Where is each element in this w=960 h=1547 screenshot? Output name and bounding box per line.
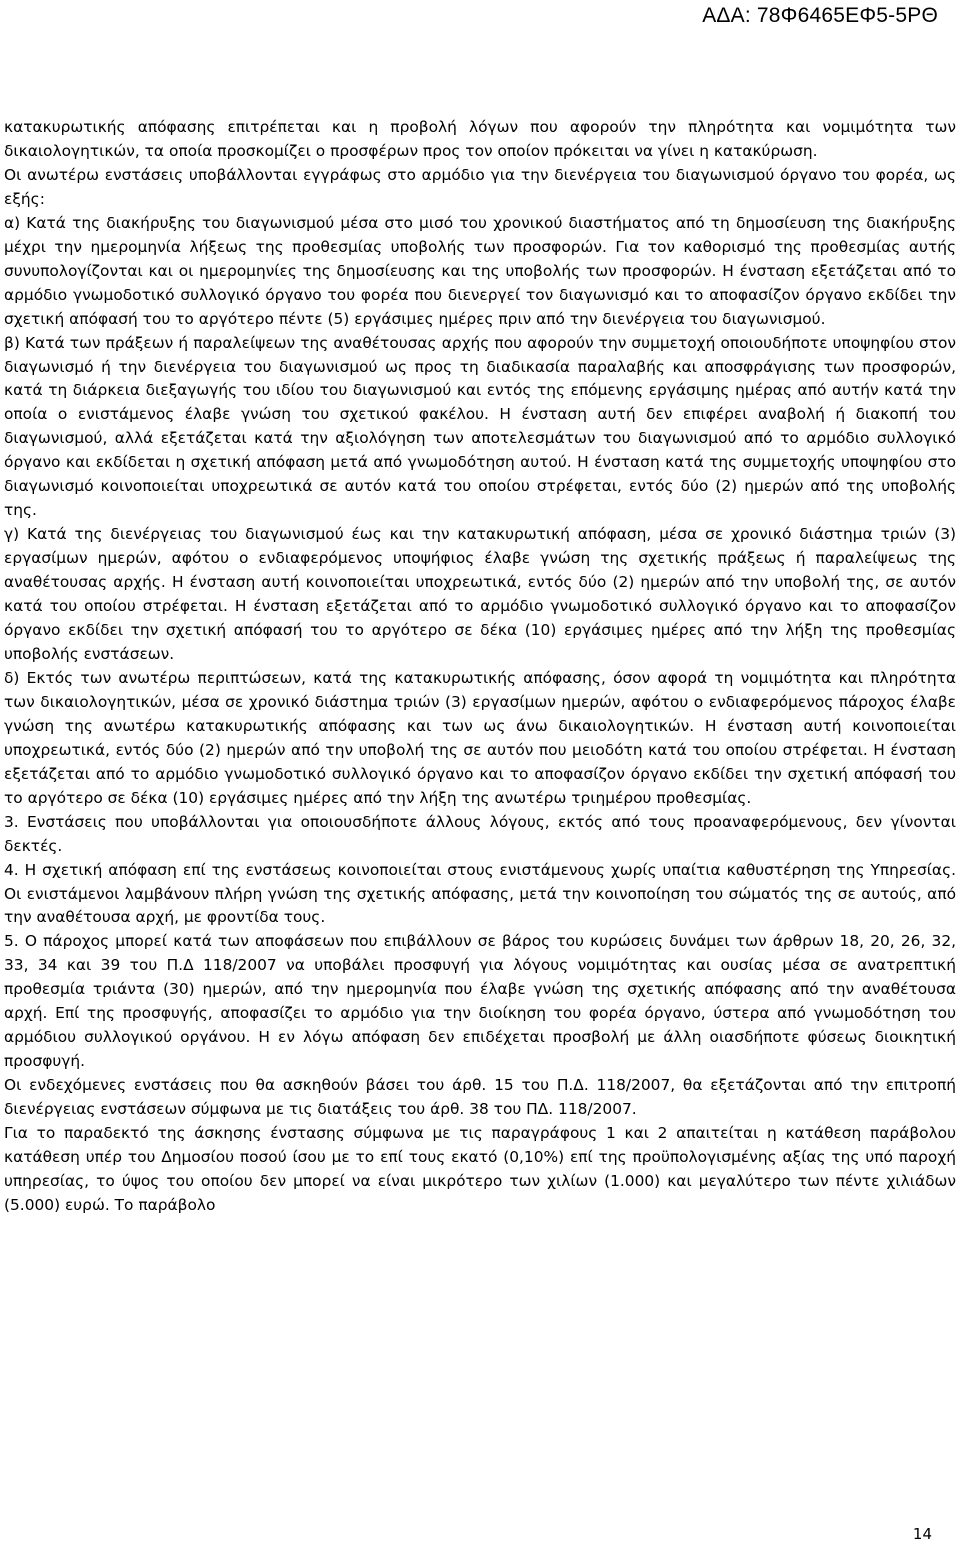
paragraph: γ) Κατά της διενέργειας του διαγωνισμού έως και την κατακυρωτική απόφαση, μέσα σε χρονικό διάστημα τριών (3) εργασίμων ημερών, αφότου ο ενδιαφερόμενος υποψήφιος έλαβε γνώση της σχετικής πράξεως ή παραλείψεως της αναθέτουσας αρχής. Η ένσταση αυτή κοινοποιείται υποχρεωτικά, εντός δύο (2) ημερών από την υποβολή της, σε αυτόν κατά του οποίου στρέφεται. Η ένσταση εξετάζεται από το αρμόδιο γνωμοδοτικό συλλογικό όργανο και το αποφασίζον όργανο εκδίδει την σχετική απόφασή του το αργότερο σε δέκα (10) εργάσιμες ημέρες από την λήξη της προθεσμίας υποβολής ενστάσεων.	[4, 525, 956, 663]
paragraph: Οι ανωτέρω ενστάσεις υποβάλλονται εγγράφως στο αρμόδιο για την διενέργεια του διαγωνισμού όργανο του φορέα, ως εξής:	[4, 165, 956, 208]
paragraph: Για το παραδεκτό της άσκησης ένστασης σύμφωνα με τις παραγράφους 1 και 2 απαιτείται η κατάθεση παράβολου κατάθεση υπέρ του Δημοσίου ποσού ίσου με το επί τους εκατό (0,10%) επί της προϋπολογισμένης αξίας της υπό παροχή υπηρεσίας, το ύψος του οποίου δεν μπορεί να είναι μικρότερο των χιλίων (1.000) και μεγαλύτερο των πέντε χιλιάδων (5.000) ευρώ. Το παράβολο	[4, 1124, 956, 1214]
paragraph: δ) Εκτός των ανωτέρω περιπτώσεων, κατά της κατακυρωτικής απόφασης, όσον αφορά τη νομιμότητα και πληρότητα των δικαιολογητικών, μέσα σε χρονικό διάστημα τριών (3) εργασίμων ημερών, αφότου ο ενδιαφερόμενος πάροχος έλαβε γνώση της ανωτέρω κατακυρωτικής απόφασης και των ως άνω δικαιολογητικών. Η ένσταση αυτή κοινοποιείται υποχρεωτικά, εντός δύο (2) ημερών από την υποβολή της σε αυτόν που μειοδότη κατά του οποίου στρέφεται. Η ένσταση εξετάζεται από το αρμόδιο γνωμοδοτικό συλλογικό όργανο και το αποφασίζον όργανο εκδίδει την σχετική απόφασή του το αργότερο σε δέκα (10) εργάσιμες ημέρες από την λήξη της ανωτέρω τριημέρου προθεσμίας.	[4, 668, 956, 807]
paragraph: κατακυρωτικής απόφασης επιτρέπεται και η προβολή λόγων που αφορούν την πληρότητα και νομιμότητα των δικαιολογητικών, τα οποία προσκομίζει ο προσφέρων προς τον οποίον πρόκειται να γίνει η κατακύρωση.	[4, 118, 956, 160]
ada-code: ΑΔΑ: 78Φ6465ΕΦ5-5ΡΘ	[702, 4, 938, 27]
paragraph: 4. Η σχετική απόφαση επί της ενστάσεως κοινοποιείται στους ενιστάμενους χωρίς υπαίτια καθυστέρηση της Υπηρεσίας. Οι ενιστάμενοι λαμβάνουν πλήρη γνώση της σχετικής απόφασης, μετά την κοινοποίηση του σώματός της σε αυτούς, από την αναθέτουσα αρχή, με φροντίδα τους.	[4, 860, 956, 927]
page-number: 14	[912, 1525, 932, 1543]
paragraph: Οι ενδεχόμενες ενστάσεις που θα ασκηθούν βάσει του άρθ. 15 του Π.Δ. 118/2007, θα εξετάζονται από την επιτροπή διενέργειας ενστάσεων σύμφωνα με τις διατάξεις του άρθ. 38 του ΠΔ. 118/2007.	[4, 1076, 956, 1119]
paragraph: 3. Ενστάσεις που υποβάλλονται για οποιουσδήποτε άλλους λόγους, εκτός από τους προαναφερόμενους, δεν γίνονται δεκτές.	[4, 812, 956, 855]
paragraph: α) Κατά της διακήρυξης του διαγωνισμού μέσα στο μισό του χρονικού διαστήματος από τη δημοσίευση της διακήρυξης μέχρι την ημερομηνία λήξεως της προθεσμίας υποβολής των προσφορών. Για τον καθορισμό της προθεσμίας αυτής συνυπολογίζονται και οι ημερομηνίες της δημοσίευσης και της υποβολής των προσφορών. Η ένσταση εξετάζεται από το αρμόδιο γνωμοδοτικό συλλογικό όργανο του φορέα που διενεργεί τον διαγωνισμό και το αποφασίζον όργανο εκδίδει την σχετική απόφασή του το αργότερο πέντε (5) εργάσιμες ημέρες πριν από την διενέργεια του διαγωνισμού.	[4, 213, 956, 328]
paragraph: β) Κατά των πράξεων ή παραλείψεων της αναθέτουσας αρχής που αφορούν την συμμετοχή οποιουδήποτε υποψηφίου στον διαγωνισμό ή την διενέργεια του διαγωνισμού ως προς τη διαδικασία παραλαβής και αποσφράγισης των προσφορών, κατά τη διάρκεια διεξαγωγής του ιδίου του διαγωνισμού και εντός της επόμενης εργάσιμης ημέρας από αυτήν κατά την οποία ο ενιστάμενος έλαβε γνώση του σχετικού φακέλου. Η ένσταση αυτή δεν επιφέρει αναβολή ή διακοπή του διαγωνισμού, αλλά εξετάζεται κατά την αξιολόγηση των αποτελεσμάτων του διαγωνισμού από το αρμόδιο συλλογικό όργανο και εκδίδεται η σχετική απόφαση μετά από γνωμοδότηση αυτού. Η ένσταση κατά της συμμετοχής υποψηφίου στο διαγωνισμό κοινοποιείται υποχρεωτικά σε αυτόν κατά του οποίου στρέφεται, εντός δύο (2) ημερών από της υποβολής της.	[4, 333, 956, 520]
document-body	[4, 116, 956, 1218]
paragraph: 5. Ο πάροχος μπορεί κατά των αποφάσεων που επιβάλλουν σε βάρος του κυρώσεις δυνάμει των άρθρων 18, 20, 26, 32, 33, 34 και 39 του Π.Δ 118/2007 να υποβάλει προσφυγή για λόγους νομιμότητας και ουσίας μέσα σε ανατρεπτική προθεσμία τριάντα (30) ημερών, από την ημερομηνία που έλαβε γνώση της σχετικής απόφασης από την αναθέτουσα αρχή. Επί της προσφυγής, αποφασίζει το αρμόδιο για την διοίκηση του φορέα όργανο, ύστερα από γνωμοδότηση του αρμόδιου συλλογικού οργάνου. Η εν λόγω απόφαση δεν επιδέχεται προσβολή με άλλη οιασδήποτε φύσεως διοικητική προσφυγή.	[4, 932, 956, 1071]
